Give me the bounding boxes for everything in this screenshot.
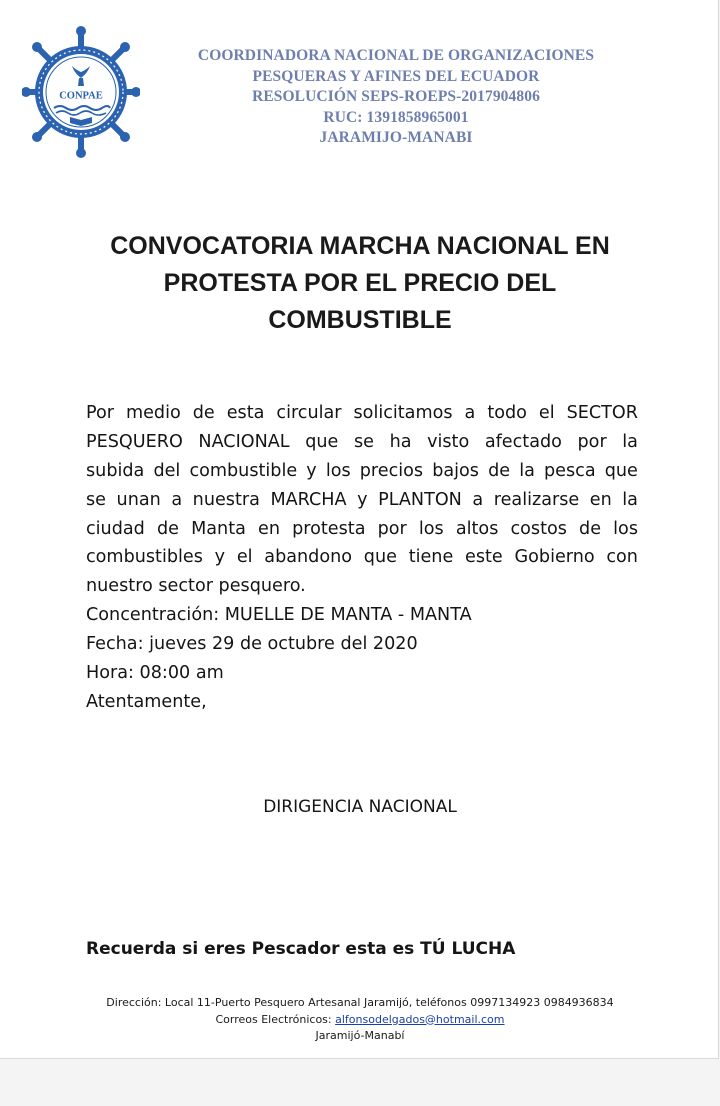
- paragraph-word: de: [192, 403, 215, 423]
- paragraph-word: la: [622, 489, 638, 510]
- paragraph-word: Manta: [191, 518, 246, 539]
- paragraph-word: a: [171, 489, 183, 510]
- paragraph-word: de: [488, 460, 511, 481]
- paragraph-word: SECTOR: [566, 403, 638, 423]
- paragraph-word: y: [214, 547, 226, 568]
- header-line: PESQUERAS Y AFINES DEL ECUADOR: [252, 67, 540, 85]
- paragraph-word: ciudad: [86, 518, 145, 539]
- paragraph-word: que: [604, 460, 638, 481]
- footer-city: Jaramijó-Manabí: [315, 1029, 405, 1042]
- slogan: Recuerda si eres Pescador esta es TÚ LUCHA: [86, 939, 516, 959]
- header-line: COORDINADORA NACIONAL DE ORGANIZACIONES: [197, 47, 595, 64]
- paragraph-word: todo: [487, 403, 527, 423]
- paragraph-line: [86, 543, 638, 572]
- paragraph-word: circular: [276, 403, 342, 423]
- title-line: CONVOCATORIA MARCHA NACIONAL EN: [110, 232, 610, 260]
- paragraph-word: ha: [389, 431, 412, 452]
- paragraph-word: el: [538, 403, 555, 423]
- paragraph-word: altos: [455, 518, 499, 539]
- circular-paragraph: [86, 399, 638, 601]
- paragraph-word: y: [357, 489, 368, 510]
- paragraph-line: [86, 399, 638, 428]
- header-line: JARAMIJO-MANABI: [319, 129, 473, 146]
- paragraph-word: esta: [226, 403, 265, 423]
- email-link[interactable]: alfonsodelgados@hotmail.com: [335, 1012, 505, 1026]
- header-line: RESOLUCIÓN SEPS-ROEPS-2017904806: [252, 88, 540, 105]
- paragraph-word: por: [577, 431, 607, 452]
- paragraph-word: en: [258, 518, 280, 539]
- paragraph-word: de: [156, 518, 179, 539]
- paragraph-word: los: [613, 518, 638, 539]
- paragraph-word: combustibles: [86, 547, 203, 568]
- title-line: PROTESTA POR EL PRECIO DEL: [163, 269, 557, 297]
- paragraph-word: que: [305, 431, 339, 452]
- circular-body: [86, 399, 638, 717]
- paragraph-line: nuestro sector pesquero.: [86, 576, 306, 597]
- paragraph-word: de: [579, 518, 602, 539]
- paragraph-word: a: [472, 489, 484, 510]
- paragraph-word: se: [86, 489, 106, 510]
- paragraph-word: este: [465, 547, 503, 568]
- paragraph-word: bajos: [432, 460, 479, 481]
- paragraph-word: nuestra: [192, 489, 260, 510]
- paragraph-word: los: [325, 460, 351, 481]
- paragraph-word: los: [418, 518, 444, 539]
- paragraph-word: con: [606, 547, 638, 568]
- paragraph-word: PESQUERO: [86, 431, 183, 452]
- date-line: Fecha: jueves 29 de octubre del 2020: [86, 634, 418, 655]
- paragraph-word: tiene: [408, 547, 454, 568]
- title-line: COMBUSTIBLE: [268, 306, 452, 334]
- closing-line: Atentamente,: [86, 691, 207, 712]
- paragraph-word: PLANTON: [378, 489, 462, 510]
- document-title: [60, 228, 660, 339]
- paragraph-word: MARCHA: [270, 489, 347, 510]
- paragraph-word: costos: [510, 518, 567, 539]
- paragraph-word: combustible: [189, 460, 298, 481]
- paragraph-word: unan: [116, 489, 161, 510]
- paragraph-word: protesta: [292, 518, 366, 539]
- paragraph-word: visto: [427, 431, 470, 452]
- paragraph-word: del: [153, 460, 181, 481]
- paragraph-word: realizarse: [493, 489, 580, 510]
- concentration-line: Concentración: MUELLE DE MANTA - MANTA: [86, 605, 472, 626]
- paragraph-word: la: [622, 431, 638, 452]
- paragraph-word: a: [464, 403, 476, 423]
- organization-header: [186, 46, 606, 149]
- paragraph-line: [86, 428, 638, 457]
- paragraph-word: la: [519, 460, 535, 481]
- time-line: Hora: 08:00 am: [86, 663, 224, 684]
- paragraph-word: solicitamos: [353, 403, 453, 423]
- paragraph-word: el: [236, 547, 253, 568]
- paragraph-word: NACIONAL: [198, 431, 290, 452]
- paragraph-line: [86, 457, 638, 486]
- paragraph-word: Por: [86, 403, 114, 423]
- footer-address: Dirección: Local 11-Puerto Pesquero Artesanal Jaramijó, teléfonos 0997134923 0984936834: [106, 996, 614, 1009]
- paragraph-word: medio: [125, 403, 181, 423]
- footer: [0, 995, 720, 1045]
- signature: DIRIGENCIA NACIONAL: [263, 797, 457, 817]
- conpae-logo: [22, 26, 140, 158]
- paragraph-word: pesca: [543, 460, 596, 481]
- footer-email-label: Correos Electrónicos:: [215, 1012, 332, 1026]
- paragraph-word: y: [306, 460, 317, 481]
- header-line: RUC: 1391858965001: [323, 108, 469, 126]
- paragraph-word: en: [589, 489, 612, 510]
- paragraph-word: por: [377, 518, 407, 539]
- logo-text: CONPAE: [59, 90, 103, 102]
- paragraph-word: Gobierno: [514, 547, 595, 568]
- paragraph-word: precios: [359, 460, 424, 481]
- paragraph-line: [86, 486, 638, 515]
- paragraph-word: que: [363, 547, 397, 568]
- paragraph-word: abandono: [264, 547, 353, 568]
- paragraph-word: subida: [86, 460, 145, 481]
- paragraph-word: afectado: [484, 431, 562, 452]
- paragraph-word: se: [353, 431, 374, 452]
- footer-email-line: [0, 1012, 720, 1029]
- paragraph-line: [86, 515, 638, 544]
